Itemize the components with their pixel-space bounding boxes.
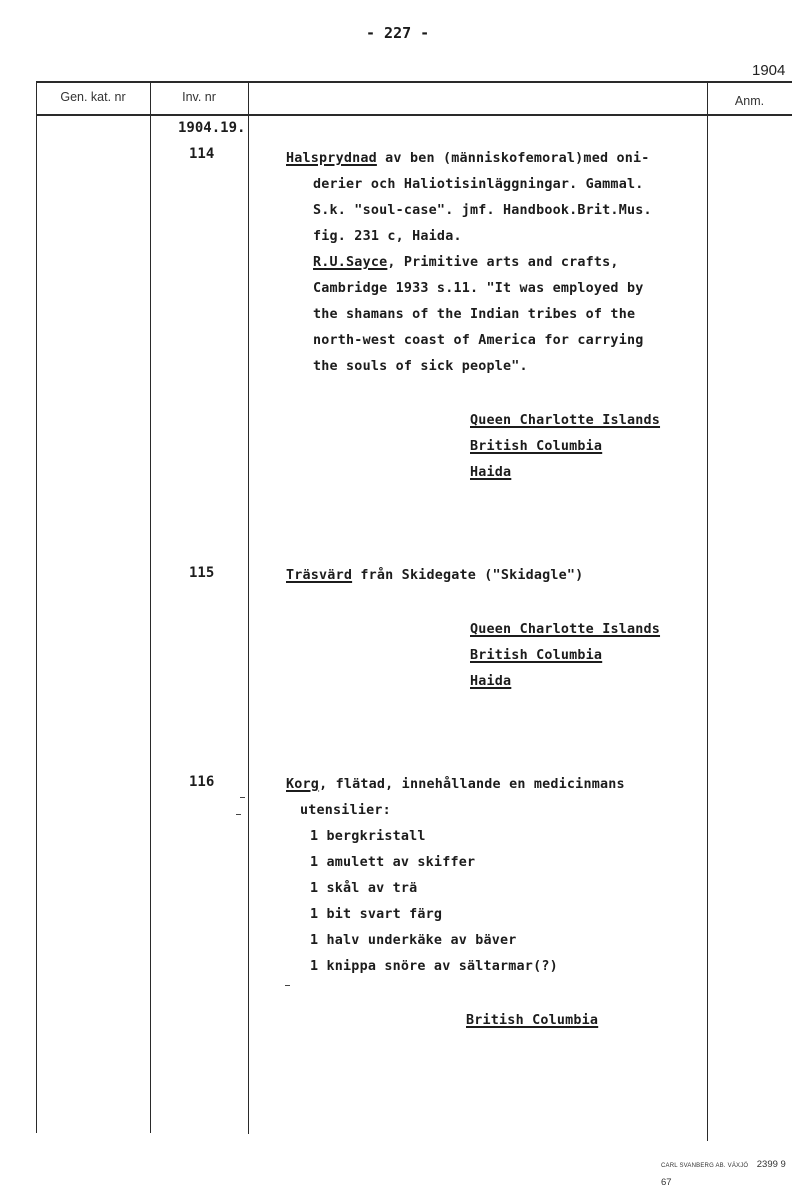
item-line: 1 amulett av skiffer [310,855,476,870]
description-line: derier och Haliotisinläggningar. Gammal. [313,177,644,192]
column-divider-gen-inv [150,81,151,1133]
description-line: fig. 231 c, Haida. [313,229,462,244]
form-code: 2399 9 67 [661,1159,786,1188]
reference-line: the souls of sick people". [313,359,528,374]
description-line: utensilier: [300,803,391,818]
item-line: 1 bit svart färg [310,907,443,922]
entry-title: Halsprydnad [286,151,377,166]
entry-title: Träsvärd [286,568,353,583]
pencil-mark [285,985,290,986]
header-gen-kat-nr: Gen. kat. nr [60,90,126,104]
locality-text: British Columbia [470,648,603,663]
entry-description [286,146,650,172]
item-line: 1 bergkristall [310,829,426,844]
pencil-mark [240,797,245,798]
item-line: 1 skål av trä [310,881,418,896]
locality-text: British Columbia [466,1013,599,1028]
locality-line [470,669,511,695]
year-mark: 1904 [752,62,786,79]
inv-number: 114 [189,146,215,162]
printer-footer [661,1154,798,1190]
entry-description [286,772,625,798]
description-line: från Skidegate ("Skidagle") [352,568,584,583]
column-divider-left [36,81,37,1133]
locality-line [470,434,602,460]
locality-text: Queen Charlotte Islands [470,622,661,637]
locality-line [466,1008,598,1034]
locality-line [470,408,660,434]
locality-text: Queen Charlotte Islands [470,413,661,428]
printer-name: CARL SVANBERG AB. VÄXJÖ [661,1163,749,1169]
description-line: S.k. "soul-case". jmf. Handbook.Brit.Mus. [313,203,652,218]
locality-line [470,643,602,669]
item-line: 1 knippa snöre av sältarmar(?) [310,959,558,974]
header-anm: Anm. [734,94,765,108]
reference-line: Cambridge 1933 s.11. "It was employed by [313,281,644,296]
description-line: av ben (människofemoral)med oni- [376,151,650,166]
locality-line [470,617,660,643]
reference-line: north-west coast of America for carrying [313,333,644,348]
reference-line: the shamans of the Indian tribes of the [313,307,636,322]
column-divider-inv-desc [248,81,249,1134]
entry-title: Korg [286,777,320,792]
inventory-series-prefix: 1904.19. [178,120,246,136]
locality-line [470,460,511,486]
inv-number: 115 [189,565,215,581]
inv-number: 116 [189,774,215,790]
header-inv-nr: Inv. nr [182,90,216,104]
locality-text: British Columbia [470,439,603,454]
item-line: 1 halv underkäke av bäver [310,933,517,948]
reference-line: , Primitive arts and crafts, [387,255,619,270]
column-divider-desc-anm [707,81,708,1141]
pencil-mark [236,814,241,815]
description-line: , flätad, innehållande en medicinmans [319,777,625,792]
page-number: - 227 - [366,24,430,42]
locality-text: Haida [470,674,512,689]
reference-author: R.U.Sayce [313,255,388,270]
entry-description [286,563,583,589]
locality-text: Haida [470,465,512,480]
reference-citation [313,250,619,276]
